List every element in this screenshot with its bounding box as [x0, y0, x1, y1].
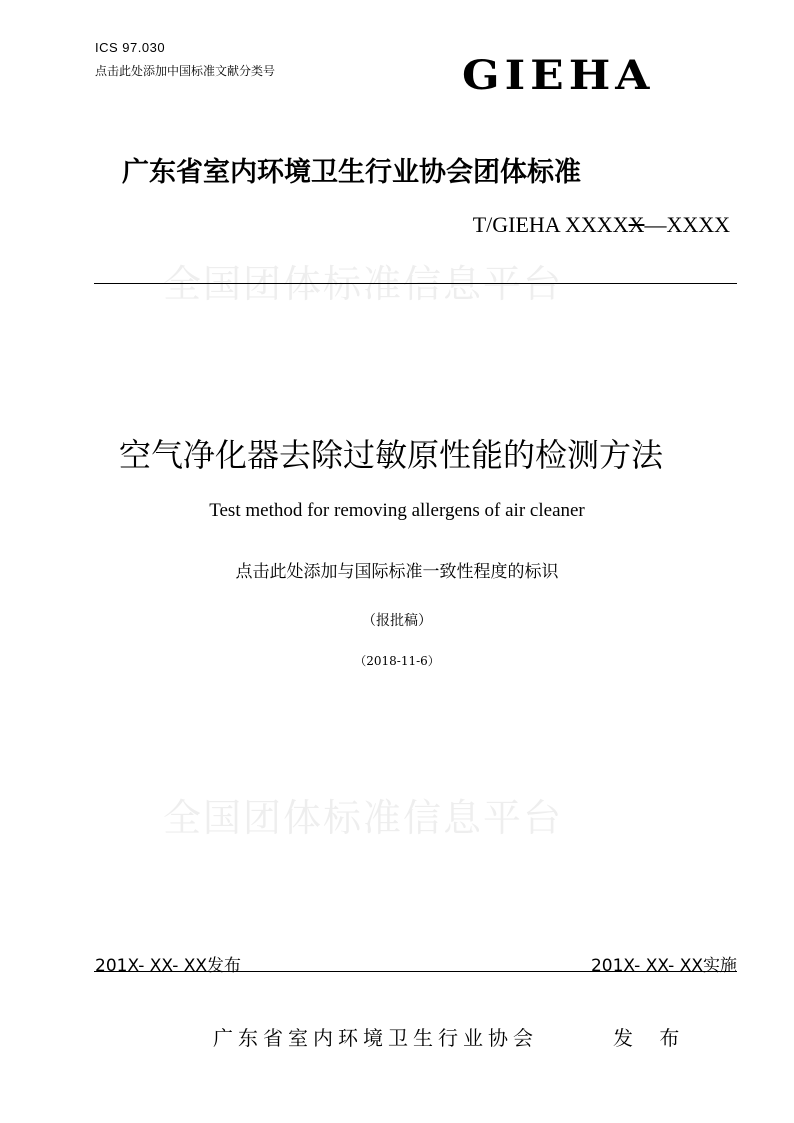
conformity-placeholder[interactable]: 点击此处添加与国际标准一致性程度的标识: [235, 562, 559, 582]
draft-date: （2018-11-6）: [354, 654, 440, 668]
standard-code-struck: X: [628, 212, 645, 237]
implementation-date: 201X- XX- XX实施: [590, 956, 737, 976]
standard-code-suffix: —XXXX: [644, 212, 730, 237]
footer-divider: [94, 971, 737, 972]
standard-code-prefix: T/GIEHA XXXX: [472, 212, 629, 237]
document-classification-placeholder[interactable]: 点击此处添加中国标准文献分类号: [95, 64, 276, 78]
document-title-english: Test method for removing allergens of air cleaner: [209, 500, 585, 521]
issue-date: 201X- XX- XX发布: [95, 956, 242, 976]
publish-label: 发 布: [613, 1026, 690, 1050]
document-title-chinese-text: 空气净化器去除过敏原性能的检测方法: [118, 436, 663, 474]
header-divider: [94, 283, 737, 284]
standard-code: [473, 212, 730, 238]
ics-code: ICS 97.030: [95, 40, 166, 55]
document-title-chinese: [0, 430, 794, 476]
watermark-bottom: 全国团体标准信息平台: [163, 796, 564, 840]
organization-title: 广东省室内环境卫生行业协会团体标准: [122, 157, 581, 188]
gieha-logo: GIEHA: [462, 52, 655, 99]
watermark-top: 全国团体标准信息平台: [163, 262, 564, 306]
publisher-name: 广东省室内环境卫生行业协会: [213, 1026, 538, 1050]
draft-status: （报批稿）: [362, 613, 432, 629]
